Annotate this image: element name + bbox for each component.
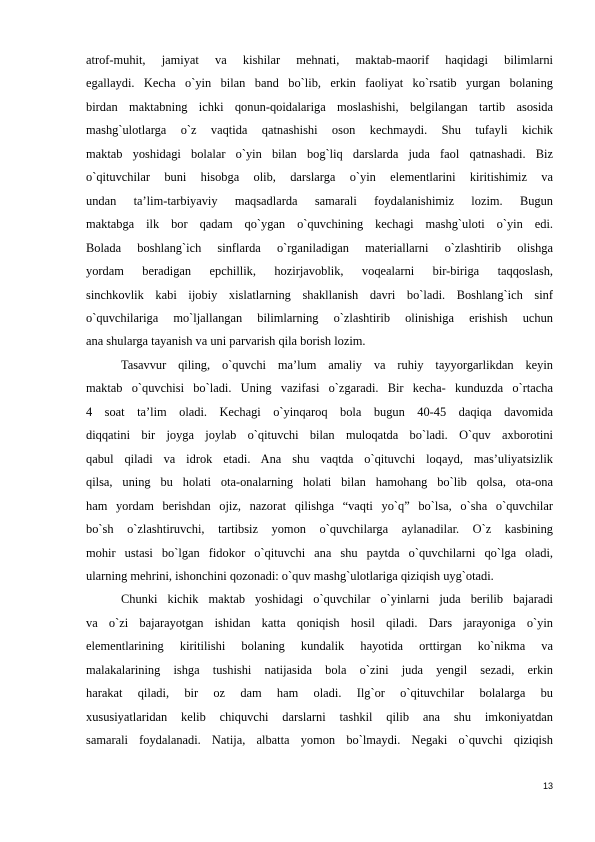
text-line: maktabga ilk bor qadam qo`ygan o`quvchining kechagi mashg`uloti o`yin edi. [86,217,553,232]
text-line: xususiyatlaridan kelib chiquvchi darslarni tashkil qilib ana shu imkoniyatdan [86,709,553,724]
text-line: qabul qiladi va idrok etadi. Ana shu vaqtda o`qituvchi loqayd, mas’uliyatsizlik [86,451,553,466]
text-line: yordam beradigan epchillik, hozirjavoblik, voqealarni bir-biriga taqqoslash, [86,264,553,279]
paragraph [86,49,553,354]
paragraph [86,588,553,752]
text-line: maktab o`quvchisi bo`ladi. Uning vazifasi o`zgaradi. Bir kecha- kunduzda o`rtacha [86,381,553,396]
document-page [86,49,553,753]
text-line: o`quvchilariga mo`ljallangan bilimlarning o`zlashtirib olinishiga erishish uchun [86,310,553,325]
text-line: atrof-muhit, jamiyat va kishilar mehnati, maktab-maorif haqidagi bilimlarni [86,53,553,67]
text-line: samarali foydalanadi. Natija, albatta yomon bo`lmaydi. Negaki o`quvchi qiziqish [86,733,553,748]
text-line: ana shularga tayanish va uni parvarish qila borish lozim. [86,334,366,349]
text-line: mohir ustasi bo`lgan fidokor o`qituvchi ana shu paytda o`quvchilarni qo`lga oladi, [86,545,553,560]
text-line: 4 soat ta’lim oladi. Kechagi o`yinqaroq bola bugun 40-45 daqiqa davomida [86,404,553,419]
text-line: qilsa, uning bu holati ota-onalarning holati bilan hamohang bo`lib qolsa, ota-ona [86,475,553,490]
text-line: ularning mehrini, ishonchini qozonadi: o`quv mashg`ulotlariga qiziqish uyg`otadi. [86,568,494,583]
text-line: elementlarining kiritilishi bolaning kundalik hayotida orttirgan ko`nikma va [86,639,553,654]
text-line: undan ta’lim-tarbiyaviy maqsadlarda samarali foydalanishimiz lozim. Bugun [86,193,553,208]
text-line: malakalarining ishga tushishi natijasida bola o`zini juda yengil sezadi, erkin [86,662,553,677]
paragraph [86,354,553,589]
text-line: diqqatini bir joyga joylab o`qituvchi bilan muloqatda bo`ladi. O`quv axborotini [86,428,553,443]
text-line: bo`sh o`zlashtiruvchi, tartibsiz yomon o`quvchilarga aylanadilar. O`z kasbining [86,522,553,537]
text-line: Tasavvur qiling, o`quvchi ma’lum amaliy va ruhiy tayyorgarlikdan keyin [121,357,553,372]
text-line: o`qituvchilar buni hisobga olib, darslarga o`yin elementlarini kiritishimiz va [86,170,553,185]
text-line: Chunki kichik maktab yoshidagi o`quvchilar o`yinlarni juda berilib bajaradi [121,592,553,607]
text-line: mashg`ulotlarga o`z vaqtida qatnashishi oson kechmaydi. Shu tufayli kichik [86,123,553,138]
text-line: sinchkovlik kabi ijobiy xislatlarning shakllanish davri bo`ladi. Boshlang`ich sinf [86,287,553,302]
text-line: ham yordam berishdan ojiz, nazorat qilishga “vaqti yo`q” bo`lsa, o`sha o`quvchilar [86,498,553,513]
text-line: maktab yoshidagi bolalar o`yin bilan bog`liq darslarda juda faol qatnashadi. Biz [86,146,553,161]
text-line: va o`zi bajarayotgan ishidan katta qoniqish hosil qiladi. Dars jarayoniga o`yin [86,615,553,630]
text-line: harakat qiladi, bir oz dam ham oladi. Ilg`or o`qituvchilar bolalarga bu [86,686,553,701]
text-line: Bolada boshlang`ich sinflarda o`rganiladigan materiallarni o`zlashtirib olishga [86,240,553,255]
text-line: egallaydi. Kecha o`yin bilan band bo`lib, erkin faoliyat ko`rsatib yurgan bolaning [86,76,553,91]
text-line: birdan maktabning ichki qonun-qoidalariga moslashishi, belgilangan tartib asosida [86,99,553,114]
page-number: 13 [542,781,553,791]
